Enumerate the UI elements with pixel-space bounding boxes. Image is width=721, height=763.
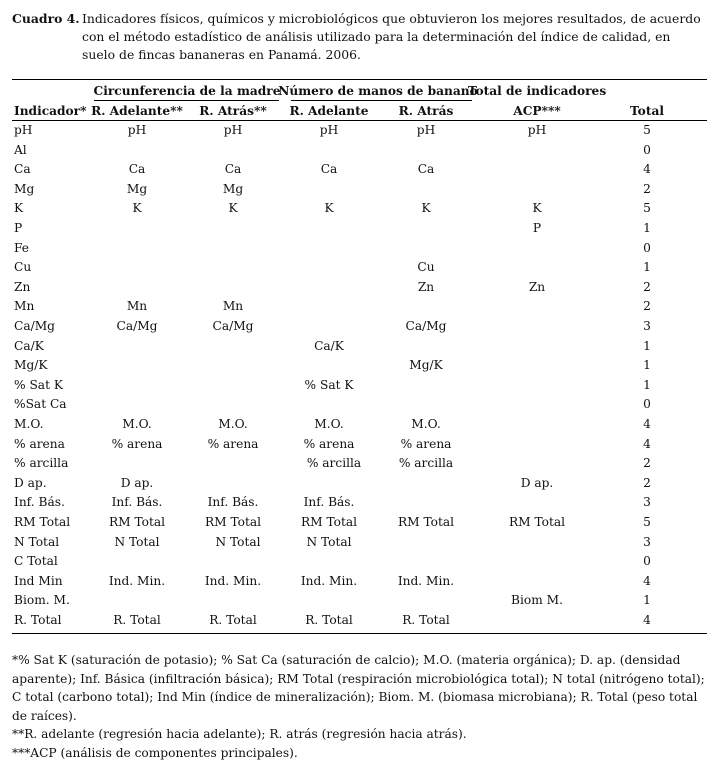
cell-circ-adelante: Mn <box>126 299 148 314</box>
cell-total: 4 <box>643 573 651 588</box>
cell-total: 5 <box>643 201 651 216</box>
cell-circ-atras: pH <box>223 123 243 137</box>
cell-circ-adelante: Ca <box>128 162 146 177</box>
header-rule <box>12 120 707 121</box>
cell-circ-atras: Ca/Mg <box>212 319 254 333</box>
cell-circ-adelante: M.O. <box>122 417 152 431</box>
cell-circ-atras: % arena <box>207 436 259 451</box>
cell-acp: K <box>532 201 542 216</box>
footnote-abbreviations: *% Sat K (saturación de potasio); % Sat Ca (saturación de calcio); M.O. (materia orgánica); D. ap. (densidad aparente); Inf. Básica (infiltración básica); RM Total (respiración microbiológica total); N total (nitrógeno total); C total (carbono total); Ind Min (índice de mineralización); Biom. M. (biomasa microbiana); R. Total (peso total de raíces). <box>12 653 705 723</box>
cell-total: 2 <box>643 456 651 471</box>
column-header-circ-adelante: R. Adelante** <box>91 104 183 118</box>
cell-total: 0 <box>643 240 651 255</box>
cell-circ-atras: R. Total <box>209 613 257 627</box>
cell-manos-atras: RM Total <box>397 515 455 529</box>
cell-total: 0 <box>643 554 651 569</box>
cell-manos-atras: K <box>421 201 431 216</box>
cell-total: 0 <box>643 142 651 157</box>
cell-manos-adelante: K <box>324 201 334 216</box>
cell-circ-adelante: Inf. Bás. <box>111 495 163 510</box>
cell-total: 1 <box>643 358 651 373</box>
cell-acp: pH <box>527 123 547 137</box>
footnote-acp: ***ACP (análisis de componentes principales). <box>12 745 298 760</box>
table-row: Mg <box>14 181 35 196</box>
top-rule <box>12 79 707 80</box>
cell-circ-adelante: Mg <box>126 181 148 196</box>
cell-acp: Biom M. <box>511 593 563 608</box>
caption-text: Indicadores físicos, químicos y microbiológicos que obtuvieron los mejores resultados, de acuerdo con el método estadístico de análisis utilizado para la determinación del índice de calidad, en suelo de fincas bananeras en Panamá. 2006. <box>82 11 701 62</box>
cell-manos-adelante: pH <box>319 123 339 137</box>
cell-manos-adelante: % arcilla <box>306 456 362 471</box>
cell-acp: RM Total <box>508 515 566 529</box>
cell-total: 2 <box>643 279 651 294</box>
cell-circ-adelante: Ca/Mg <box>116 319 158 333</box>
cell-manos-adelante: Ca/K <box>314 338 344 353</box>
column-header-total: Total <box>630 104 664 118</box>
cell-total: 4 <box>643 436 651 451</box>
cell-circ-adelante: pH <box>127 123 147 137</box>
cell-manos-atras: Ca <box>417 162 435 177</box>
table-row: Mn <box>14 299 35 314</box>
cell-total: 3 <box>643 319 651 333</box>
group-rule-manos <box>291 100 472 101</box>
table-row: % Sat K <box>14 377 63 392</box>
table-row: Al <box>14 142 27 157</box>
cell-total: 1 <box>643 593 651 608</box>
cell-circ-adelante: RM Total <box>108 515 166 529</box>
cell-manos-adelante: N Total <box>306 534 352 549</box>
cell-acp: D ap. <box>520 475 554 490</box>
cell-total: 4 <box>643 613 651 627</box>
cell-manos-atras: Ind. Min. <box>397 573 455 588</box>
cell-total: 1 <box>643 221 651 235</box>
cell-total: 4 <box>643 162 651 177</box>
cell-circ-adelante: D ap. <box>120 475 154 490</box>
cell-total: 0 <box>643 397 651 412</box>
cell-manos-atras: Mg/K <box>409 358 443 373</box>
table-row: Ca/K <box>14 338 44 353</box>
cell-total: 1 <box>643 260 651 275</box>
group-header-manos: Número de manos de banano <box>278 84 478 98</box>
footnotes <box>12 651 707 763</box>
cell-circ-atras: K <box>228 201 238 216</box>
cell-total: 3 <box>643 534 651 549</box>
table-row: P <box>14 221 23 235</box>
cell-circ-adelante: % arena <box>111 436 163 451</box>
table-row: %Sat Ca <box>14 397 67 412</box>
column-header-manos-adelante: R. Adelante <box>289 104 369 118</box>
cell-total: 3 <box>643 495 651 510</box>
cell-circ-atras: Mg <box>222 181 244 196</box>
column-header-acp: ACP*** <box>513 104 561 118</box>
cell-circ-adelante: N Total <box>114 534 160 549</box>
cell-manos-atras: R. Total <box>402 613 450 627</box>
caption-label: Cuadro 4. <box>12 11 80 26</box>
cell-manos-atras: pH <box>416 123 436 137</box>
cell-total: 2 <box>643 299 651 314</box>
cell-manos-atras: % arcilla <box>398 456 454 471</box>
cell-circ-atras: N Total <box>215 534 261 549</box>
cell-circ-atras: Inf. Bás. <box>207 495 259 510</box>
table-row: C Total <box>14 554 58 569</box>
table-row: N Total <box>14 534 60 549</box>
cell-manos-adelante: Ca <box>320 162 338 177</box>
cell-manos-adelante: M.O. <box>314 417 344 431</box>
cell-total: 1 <box>643 377 651 392</box>
cell-circ-atras: Mn <box>222 299 244 314</box>
cell-manos-adelante: % arena <box>303 436 355 451</box>
table-row: M.O. <box>14 417 44 431</box>
cell-circ-adelante: K <box>132 201 142 216</box>
table-row: Fe <box>14 240 30 255</box>
cell-total: 5 <box>643 123 651 137</box>
cell-total: 2 <box>643 475 651 490</box>
group-header-total-indicadores: Total de indicadores <box>467 84 607 98</box>
cell-total: 2 <box>643 181 651 196</box>
cell-manos-atras: M.O. <box>411 417 441 431</box>
cell-circ-adelante: R. Total <box>113 613 161 627</box>
table-row: D ap. <box>14 475 47 490</box>
table-row: Biom. M. <box>14 593 70 608</box>
table-caption <box>12 10 702 64</box>
cell-circ-atras: Ind. Min. <box>204 573 262 588</box>
table-row: % arena <box>14 436 65 451</box>
cell-manos-adelante: Inf. Bás. <box>303 495 355 510</box>
table-row: Ind Min <box>14 573 63 588</box>
cell-circ-atras: Ca <box>224 162 242 177</box>
footnote-regression: **R. adelante (regresión hacia adelante); R. atrás (regresión hacia atrás). <box>12 727 467 742</box>
column-header-manos-atras: R. Atrás <box>398 104 454 118</box>
group-header-circunferencia: Circunferencia de la madre <box>93 84 281 98</box>
cell-circ-adelante: Ind. Min. <box>108 573 166 588</box>
group-rule-circunferencia <box>94 100 279 101</box>
cell-manos-atras: Zn <box>417 279 435 294</box>
cell-total: 5 <box>643 515 651 529</box>
table-row: Inf. Bás. <box>14 495 65 510</box>
table-row: % arcilla <box>14 456 69 471</box>
cell-manos-adelante: Ind. Min. <box>300 573 358 588</box>
cell-manos-atras: % arena <box>400 436 452 451</box>
cell-acp: Zn <box>528 279 546 294</box>
table-row: Ca/Mg <box>14 319 55 333</box>
cell-manos-atras: Cu <box>417 260 435 275</box>
table-row: Zn <box>14 279 31 294</box>
cell-total: 1 <box>643 338 651 353</box>
column-header-indicador: Indicador* <box>14 104 87 118</box>
cell-circ-atras: M.O. <box>218 417 248 431</box>
table-row: pH <box>14 123 33 137</box>
table-row: Ca <box>14 162 31 177</box>
cell-total: 4 <box>643 417 651 431</box>
cell-circ-atras: RM Total <box>204 515 262 529</box>
table-row: K <box>14 201 24 216</box>
column-header-circ-atras: R. Atrás** <box>199 104 267 118</box>
table-row: Mg/K <box>14 358 48 373</box>
table-row: Cu <box>14 260 32 275</box>
cell-manos-adelante: RM Total <box>300 515 358 529</box>
cell-manos-adelante: % Sat K <box>304 377 354 392</box>
cell-manos-atras: Ca/Mg <box>405 319 447 333</box>
table-row: R. Total <box>14 613 62 627</box>
cell-manos-adelante: R. Total <box>305 613 353 627</box>
bottom-rule <box>12 633 707 634</box>
table-row: RM Total <box>14 515 71 529</box>
cell-acp: P <box>532 221 542 235</box>
